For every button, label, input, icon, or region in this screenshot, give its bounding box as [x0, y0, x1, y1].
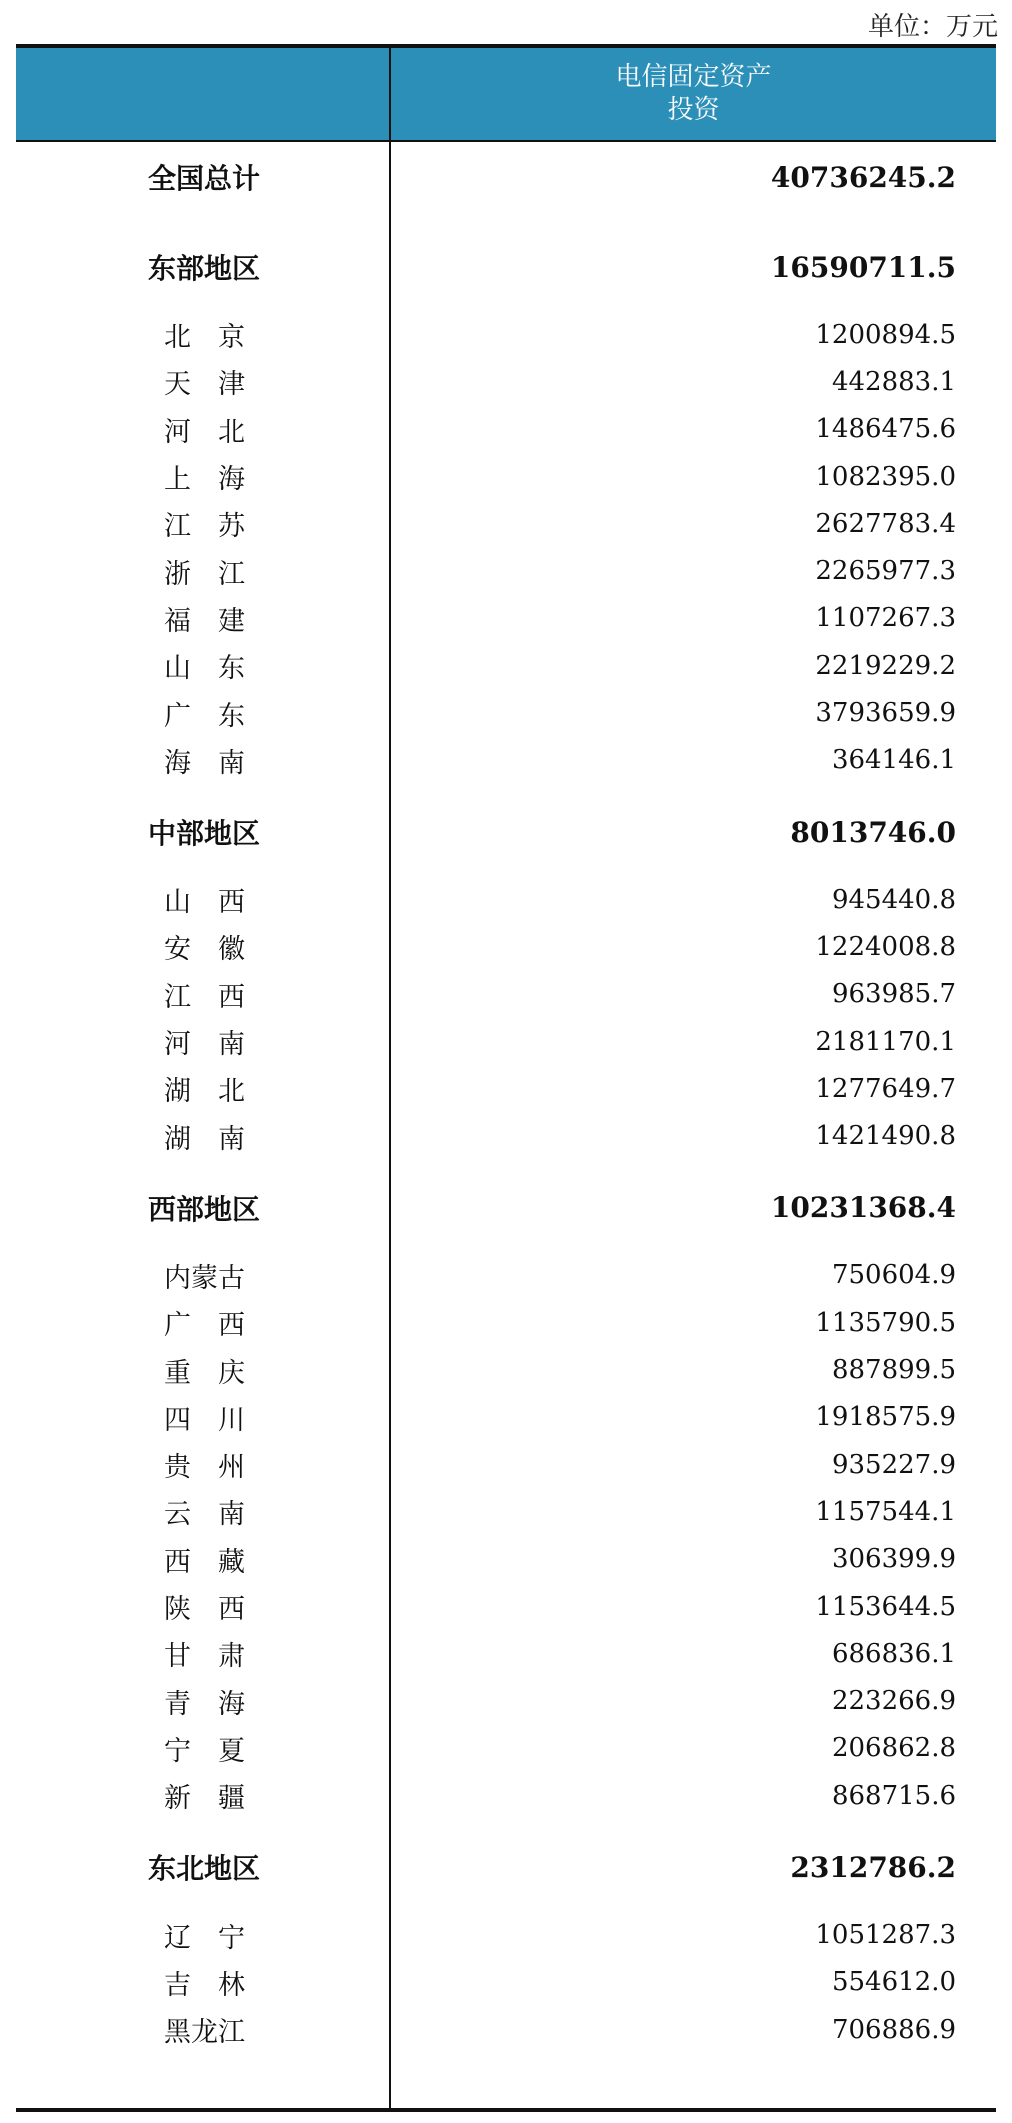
province-row-label: 河 北 [164, 416, 245, 448]
province-row-value: 750604.9 [831, 1260, 956, 1291]
province-row-value: 2627783.4 [815, 508, 956, 539]
province-row [16, 1018, 996, 1065]
province-row-value: 887899.5 [831, 1355, 956, 1386]
province-row-label: 上 海 [164, 464, 245, 496]
province-row [16, 2006, 996, 2053]
region-row-label: 东部地区 [148, 252, 261, 285]
province-row [16, 1394, 996, 1441]
province-row [16, 1441, 996, 1488]
province-row-value: 306399.9 [831, 1544, 956, 1575]
province-row-value: 686836.1 [831, 1638, 956, 1669]
province-row-label: 四 川 [164, 1404, 245, 1436]
province-row [16, 1583, 996, 1630]
province-row-value: 1157544.1 [815, 1496, 956, 1527]
province-row-value: 868715.6 [831, 1780, 956, 1811]
province-row-label: 内蒙古 [164, 1262, 245, 1294]
table-header [16, 48, 996, 142]
province-row-label: 黑龙江 [164, 2017, 245, 2049]
region-row-value: 8013746.0 [790, 815, 956, 849]
province-row-label: 江 西 [164, 981, 245, 1013]
province-row-value: 1107267.3 [815, 603, 956, 634]
column-header-telecom-investment [391, 48, 996, 140]
region-row-value: 16590711.5 [770, 250, 956, 284]
province-row-label: 天 津 [164, 369, 245, 401]
province-row-label: 重 庆 [164, 1357, 245, 1389]
province-row [16, 971, 996, 1018]
total-row [16, 142, 996, 212]
province-row-value: 1421490.8 [815, 1121, 956, 1152]
province-row-label: 云 南 [164, 1499, 245, 1531]
province-row-value: 2219229.2 [815, 650, 956, 681]
province-row-value: 1082395.0 [815, 461, 956, 492]
province-row-value: 223266.9 [831, 1686, 956, 1717]
province-row-label: 广 东 [164, 700, 245, 732]
province-row-value: 206862.8 [831, 1733, 956, 1764]
province-row-value: 945440.8 [831, 884, 956, 915]
province-row-value: 1153644.5 [815, 1591, 956, 1622]
total-row-label: 全国总计 [148, 162, 261, 195]
province-row [16, 1725, 996, 1772]
investment-table [16, 44, 996, 2112]
province-row-value: 554612.0 [831, 1967, 956, 1998]
region-row [16, 237, 996, 297]
province-row-label: 江 苏 [164, 511, 245, 543]
province-row [16, 1911, 996, 1958]
province-row-value: 1200894.5 [815, 319, 956, 350]
province-row [16, 406, 996, 453]
province-row-value: 1918575.9 [815, 1402, 956, 1433]
province-row-value: 1486475.6 [815, 414, 956, 445]
province-row-value: 1277649.7 [815, 1073, 956, 1104]
province-row [16, 1959, 996, 2006]
province-row [16, 689, 996, 736]
province-row-value: 935227.9 [831, 1449, 956, 1480]
province-row-value: 2181170.1 [815, 1026, 956, 1057]
region-row [16, 802, 996, 862]
province-row [16, 311, 996, 358]
province-row-label: 辽 宁 [164, 1922, 245, 1954]
province-row-label: 北 京 [164, 322, 245, 354]
province-row-label: 湖 北 [164, 1076, 245, 1108]
province-row [16, 642, 996, 689]
province-row [16, 548, 996, 595]
province-row-label: 福 建 [164, 605, 245, 637]
province-row-value: 3793659.9 [815, 698, 956, 729]
province-row [16, 453, 996, 500]
total-row-value: 40736245.2 [770, 160, 956, 194]
province-row-label: 安 徽 [164, 934, 245, 966]
region-row-label: 西部地区 [148, 1192, 261, 1226]
region-row-label: 中部地区 [148, 817, 261, 850]
province-row-label: 湖 南 [164, 1123, 245, 1155]
province-row-label: 山 东 [164, 653, 245, 685]
province-row-label: 西 藏 [164, 1546, 245, 1578]
province-row [16, 737, 996, 784]
province-row-label: 山 西 [164, 887, 245, 919]
province-row [16, 1630, 996, 1677]
column-header-line1: 电信固定资产 [615, 62, 772, 92]
province-row-label: 青 海 [164, 1688, 245, 1720]
province-row [16, 1299, 996, 1346]
province-row-value: 706886.9 [831, 2014, 956, 2045]
province-row-label: 广 西 [164, 1310, 245, 1342]
region-row-value: 10231368.4 [770, 1191, 956, 1225]
province-row-label: 吉 林 [164, 1969, 245, 2001]
province-row [16, 500, 996, 547]
province-row [16, 1113, 996, 1160]
province-row-value: 364146.1 [831, 745, 956, 776]
province-row-label: 河 南 [164, 1029, 245, 1061]
province-row [16, 1488, 996, 1535]
province-row-label: 新 疆 [164, 1783, 245, 1815]
province-row-label: 甘 肃 [164, 1641, 245, 1673]
province-row-value: 1224008.8 [815, 931, 956, 962]
province-row [16, 595, 996, 642]
province-row-label: 海 南 [164, 747, 245, 779]
province-row-value: 963985.7 [831, 979, 956, 1010]
unit-label: 单位：万元 [867, 12, 998, 42]
region-row [16, 1178, 996, 1238]
province-row [16, 1536, 996, 1583]
province-row [16, 876, 996, 923]
province-row-label: 浙 江 [164, 558, 245, 590]
province-row-label: 陕 西 [164, 1594, 245, 1626]
province-row-label: 贵 州 [164, 1452, 245, 1484]
province-row [16, 1678, 996, 1725]
column-header-line2: 投资 [667, 95, 720, 125]
province-row-label: 宁 夏 [164, 1735, 245, 1767]
province-row [16, 1252, 996, 1299]
province-row-value: 1135790.5 [815, 1307, 956, 1338]
region-row-value: 2312786.2 [790, 1850, 956, 1884]
province-row [16, 1346, 996, 1393]
province-row-value: 442883.1 [831, 366, 956, 397]
province-row [16, 923, 996, 970]
province-row-value: 1051287.3 [815, 1920, 956, 1951]
region-row [16, 1837, 996, 1897]
province-row [16, 1772, 996, 1819]
region-row-label: 东北地区 [148, 1852, 261, 1886]
province-row [16, 1065, 996, 1112]
province-row-value: 2265977.3 [815, 556, 956, 587]
province-row [16, 358, 996, 405]
